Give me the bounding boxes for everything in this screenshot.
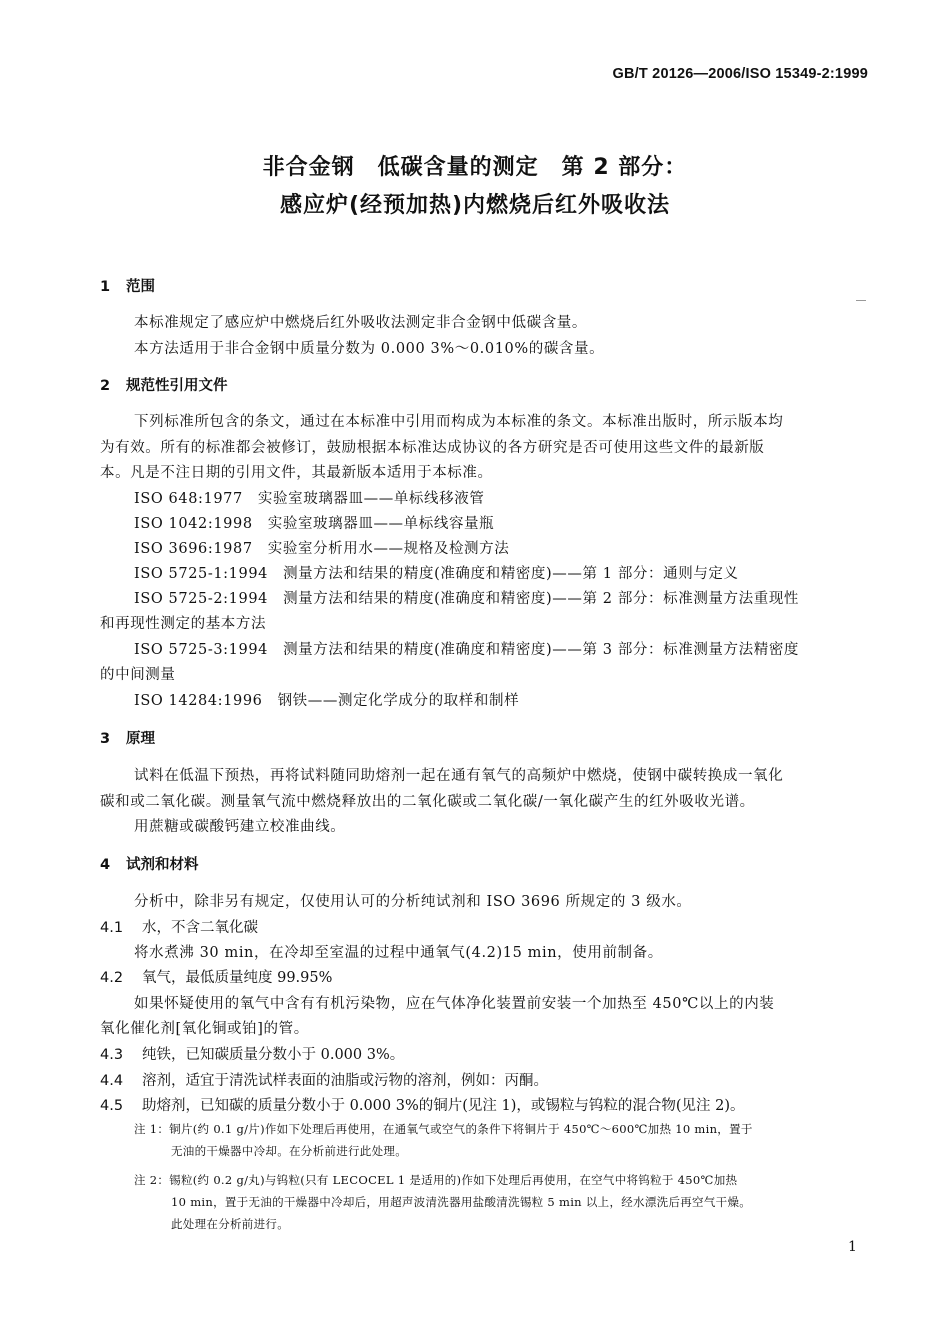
- page-number: 1: [848, 1239, 857, 1255]
- refs-intro-line-1: 下列标准所包含的条文，通过在本标准中引用而构成为本标准的条文。本标准出版时，所示版本均: [134, 414, 784, 430]
- clause-4-5: [100, 1094, 745, 1115]
- clause-text: 水，不含二氧化碳: [142, 920, 258, 936]
- clause-number: 4.1: [100, 920, 124, 936]
- clause-text: 氧气，最低质量纯度 99.95%: [142, 970, 333, 986]
- reference-iso-1042: ISO 1042:1998 实验室玻璃器皿——单标线容量瓶: [134, 516, 495, 532]
- clause-4-1: [100, 916, 258, 937]
- clause-4-1-body: 将水煮沸 30 min，在冷却至室温的过程中通氧气(4.2)15 min，使用前制备。: [134, 945, 663, 961]
- principle-line-2: 碳和或二氧化碳。测量氧气流中燃烧释放出的二氧化碳或二氧化碳/一氧化碳产生的红外吸收光谱。: [100, 794, 755, 810]
- section-number: 3: [100, 731, 111, 747]
- note-2-line-1: 注 2：锡粒(约 0.2 g/丸)与钨粒(只有 LECOCEL 1 是适用的)作如下处理后再使用，在空气中将钨粒于 450℃加热: [134, 1173, 738, 1187]
- clause-number: 4.3: [100, 1047, 124, 1063]
- scan-mark: [856, 300, 866, 301]
- reference-iso-14284: ISO 14284:1996 钢铁——测定化学成分的取样和制样: [134, 693, 520, 709]
- scope-paragraph-2: 本方法适用于非合金钢中质量分数为 0.000 3%～0.010%的碳含量。: [134, 341, 605, 357]
- clause-text: 溶剂，适宜于清洗试样表面的油脂或污物的溶剂，例如：丙酮。: [142, 1073, 548, 1089]
- clause-number: 4.2: [100, 970, 124, 986]
- section-number: 1: [100, 279, 111, 295]
- clause-4-2-body-line-1: 如果怀疑使用的氧气中含有有机污染物，应在气体净化装置前安装一个加热至 450℃以上的内装: [134, 996, 775, 1012]
- clause-4-2: [100, 966, 332, 987]
- standard-code-header: GB/T 20126—2006/ISO 15349-2:1999: [612, 66, 868, 82]
- reference-iso-5725-1: ISO 5725-1:1994 测量方法和结果的精度(准确度和精密度)——第 1 部分：通则与定义: [134, 566, 739, 582]
- reference-iso-5725-2: ISO 5725-2:1994 测量方法和结果的精度(准确度和精密度)——第 2 部分：标准测量方法重现性: [134, 591, 800, 607]
- title-line-1: 非合金钢 低碳含量的测定 第 2 部分：: [262, 155, 688, 180]
- section-number: 2: [100, 378, 111, 394]
- section-title: 试剂和材料: [126, 857, 199, 873]
- clause-4-2-body-line-2: 氧化催化剂[氧化铜或铂]的管。: [100, 1021, 309, 1037]
- clause-text: 助熔剂，已知碳的质量分数小于 0.000 3%的铜片(见注 1)，或锡粒与钨粒的混合物(见注 2)。: [142, 1098, 745, 1114]
- title-line-2: 感应炉(经预加热)内燃烧后红外吸收法: [279, 193, 671, 218]
- clause-text: 纯铁，已知碳质量分数小于 0.000 3%。: [142, 1047, 405, 1063]
- section-title: 原理: [126, 731, 155, 747]
- section-number: 4: [100, 857, 111, 873]
- principle-line-3: 用蔗糖或碳酸钙建立校准曲线。: [134, 819, 346, 835]
- note-1-line-2: 无油的干燥器中冷却。在分析前进行此处理。: [171, 1144, 407, 1158]
- section-title: 规范性引用文件: [126, 378, 228, 394]
- reagents-intro: 分析中，除非另有规定，仅使用认可的分析纯试剂和 ISO 3696 所规定的 3 级水。: [134, 894, 692, 910]
- clause-4-3: [100, 1043, 404, 1064]
- scope-paragraph-1: 本标准规定了感应炉中燃烧后红外吸收法测定非合金钢中低碳含量。: [134, 315, 587, 331]
- refs-intro-line-2: 为有效。所有的标准都会被修订，鼓励根据本标准达成协议的各方研究是否可使用这些文件的最新版: [100, 440, 765, 456]
- note-1-line-1: 注 1：铜片(约 0.1 g/片)作如下处理后再使用，在通氧气或空气的条件下将铜片于 450℃～600℃加热 10 min，置于: [134, 1122, 753, 1136]
- note-2-line-2: 10 min，置于无油的干燥器中冷却后，用超声波清洗器用盐酸清洗锡粒 5 min 以上，经水漂洗后再空气干燥。: [171, 1195, 752, 1209]
- section-2-heading: [100, 374, 228, 395]
- refs-intro-line-3: 本。凡是不注日期的引用文件，其最新版本适用于本标准。: [100, 465, 493, 481]
- section-4-heading: [100, 853, 199, 874]
- section-title: 范围: [126, 279, 155, 295]
- reference-iso-3696: ISO 3696:1987 实验室分析用水——规格及检测方法: [134, 541, 510, 557]
- clause-number: 4.5: [100, 1098, 124, 1114]
- principle-line-1: 试料在低温下预热，再将试料随同助熔剂一起在通有氧气的高频炉中燃烧，使钢中碳转换成一氧化: [134, 768, 784, 784]
- clause-number: 4.4: [100, 1073, 124, 1089]
- section-3-heading: [100, 727, 155, 748]
- clause-4-4: [100, 1069, 548, 1090]
- reference-iso-5725-3-cont: 的中间测量: [100, 667, 176, 683]
- note-2-line-3: 此处理在分析前进行。: [171, 1217, 289, 1231]
- section-1-heading: [100, 275, 155, 296]
- reference-iso-5725-2-cont: 和再现性测定的基本方法: [100, 616, 267, 632]
- reference-iso-5725-3: ISO 5725-3:1994 测量方法和结果的精度(准确度和精密度)——第 3 部分：标准测量方法精密度: [134, 642, 800, 658]
- reference-iso-648: ISO 648:1977 实验室玻璃器皿——单标线移液管: [134, 491, 485, 507]
